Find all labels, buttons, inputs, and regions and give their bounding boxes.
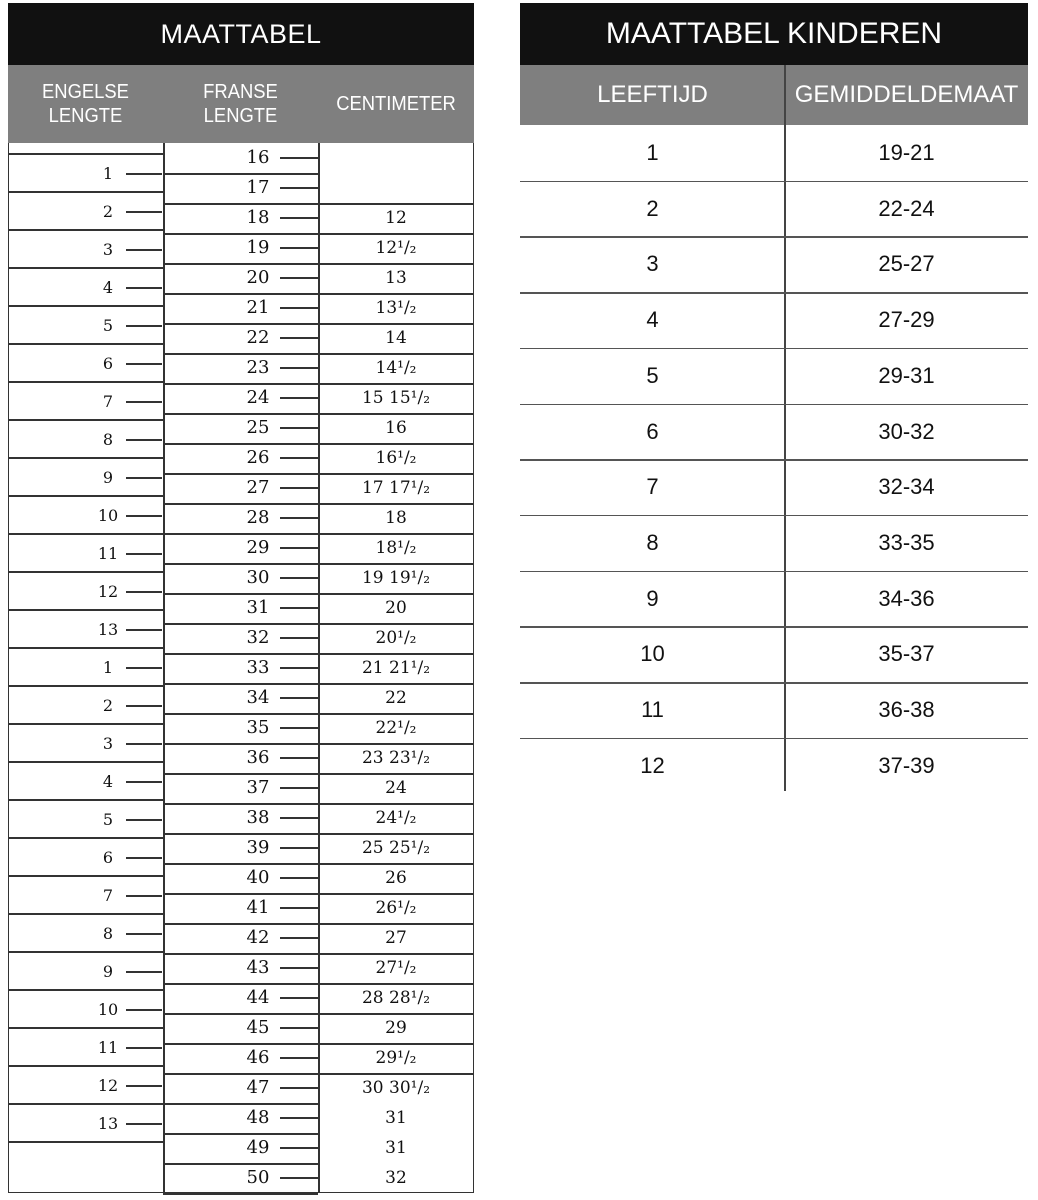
engelse-maat: 4 xyxy=(102,278,114,297)
row-line xyxy=(163,233,318,235)
row-line xyxy=(163,773,318,775)
tick-mark xyxy=(126,971,162,973)
tick-mark xyxy=(280,817,318,819)
leeftijd-cell: 9 xyxy=(646,585,659,611)
centimeter-maat: 18 xyxy=(385,508,407,528)
engelse-maat: 3 xyxy=(102,240,114,259)
row-line xyxy=(318,1073,474,1075)
row-line xyxy=(318,683,474,685)
row-line xyxy=(163,353,318,355)
engelse-maat: 7 xyxy=(102,886,114,905)
gemiddelde-maat-cell: 34-36 xyxy=(878,585,935,611)
column-divider xyxy=(163,143,165,1193)
centimeter-maat: 27¹/₂ xyxy=(375,958,417,978)
tick-mark xyxy=(280,607,318,609)
franse-maat: 24 xyxy=(246,387,270,408)
gemiddelde-maat-cell: 19-21 xyxy=(878,140,935,165)
tick-mark xyxy=(280,187,318,189)
row-line xyxy=(8,1141,163,1143)
row-line xyxy=(318,503,474,505)
tick-mark xyxy=(126,1009,162,1011)
row-line xyxy=(8,1065,163,1067)
tick-mark xyxy=(280,847,318,849)
franse-maat: 39 xyxy=(246,837,270,858)
centimeter-maat: 14¹/₂ xyxy=(375,358,417,378)
franse-maat: 45 xyxy=(246,1017,270,1038)
tick-mark xyxy=(280,1087,318,1089)
row-line xyxy=(318,263,474,265)
centimeter-maat: 18¹/₂ xyxy=(375,538,417,558)
centimeter-maat: 28 28¹/₂ xyxy=(361,988,431,1008)
row-line xyxy=(163,563,318,565)
row-line xyxy=(8,913,163,915)
row-line xyxy=(163,1043,318,1045)
tick-mark xyxy=(280,487,318,489)
tick-mark xyxy=(126,249,162,251)
tick-mark xyxy=(280,1147,318,1149)
gemiddelde-maat-cell: 30-32 xyxy=(878,418,935,444)
centimeter-maat: 31 xyxy=(385,1138,407,1158)
row-line xyxy=(318,713,474,715)
row-line xyxy=(163,743,318,745)
row-line xyxy=(8,761,163,763)
franse-maat: 22 xyxy=(246,327,270,348)
tick-mark xyxy=(126,781,162,783)
column-header-leeftijd: LEEFTIJD xyxy=(597,81,708,108)
row-line xyxy=(318,593,474,595)
tick-mark xyxy=(280,247,318,249)
row-line xyxy=(163,1163,318,1165)
gemiddelde-maat-cell: 27-29 xyxy=(878,307,935,333)
row-line xyxy=(163,623,318,625)
row-line xyxy=(163,953,318,955)
tick-mark xyxy=(126,591,162,593)
tick-mark xyxy=(126,1123,162,1125)
tick-mark xyxy=(126,439,162,441)
engelse-maat: 2 xyxy=(102,696,114,715)
tick-mark xyxy=(126,515,162,517)
centimeter-maat: 29¹/₂ xyxy=(375,1048,417,1068)
engelse-maat: 10 xyxy=(97,506,119,525)
tick-mark xyxy=(280,667,318,669)
franse-maat: 49 xyxy=(246,1137,270,1158)
row-line xyxy=(8,647,163,649)
row-line xyxy=(8,495,163,497)
row-line xyxy=(163,713,318,715)
tick-mark xyxy=(280,907,318,909)
row-line xyxy=(163,263,318,265)
row-line xyxy=(318,443,474,445)
leeftijd-cell: 8 xyxy=(646,529,659,555)
engelse-maat: 13 xyxy=(97,1114,119,1133)
row-line xyxy=(163,893,318,895)
engelse-maat: 6 xyxy=(102,848,114,867)
row-line xyxy=(163,593,318,595)
leeftijd-cell: 11 xyxy=(641,697,664,722)
tick-mark xyxy=(126,173,162,175)
tick-mark xyxy=(280,937,318,939)
franse-maat: 34 xyxy=(246,687,270,708)
row-line xyxy=(163,413,318,415)
gemiddelde-maat-cell: 22-24 xyxy=(878,195,935,221)
centimeter-maat: 14 xyxy=(385,328,407,348)
gemiddelde-maat-cell: 32-34 xyxy=(878,474,935,500)
tick-mark xyxy=(126,211,162,213)
row-line xyxy=(318,203,474,205)
row-line xyxy=(8,153,163,155)
franse-maat: 20 xyxy=(246,267,270,288)
centimeter-maat: 31 xyxy=(385,1108,407,1128)
franse-maat: 37 xyxy=(246,777,270,798)
franse-maat: 44 xyxy=(246,987,270,1008)
engelse-maat: 10 xyxy=(97,1000,119,1019)
tick-mark xyxy=(280,577,318,579)
row-line xyxy=(318,293,474,295)
gemiddelde-maat-cell: 29-31 xyxy=(878,362,935,388)
row-line xyxy=(163,173,318,175)
row-line xyxy=(318,233,474,235)
franse-maat: 33 xyxy=(246,657,270,678)
kids-chart-title: MAATTABEL KINDEREN xyxy=(520,3,1028,65)
row-line xyxy=(318,563,474,565)
centimeter-maat: 13 xyxy=(385,268,407,288)
tick-mark xyxy=(126,629,162,631)
centimeter-maat: 32 xyxy=(385,1168,407,1188)
franse-maat: 48 xyxy=(246,1107,270,1128)
row-line xyxy=(8,723,163,725)
row-line xyxy=(318,743,474,745)
row-line xyxy=(163,653,318,655)
size-chart-adults xyxy=(8,3,474,1193)
leeftijd-cell: 1 xyxy=(646,140,659,165)
leeftijd-cell: 12 xyxy=(640,752,665,778)
tick-mark xyxy=(126,363,162,365)
engelse-maat: 11 xyxy=(97,544,119,563)
centimeter-maat: 25 25¹/₂ xyxy=(361,838,431,858)
gemiddelde-maat-cell: 35-37 xyxy=(878,641,935,667)
gemiddelde-maat-cell: 36-38 xyxy=(878,697,935,722)
leeftijd-cell: 2 xyxy=(646,195,659,221)
row-line xyxy=(318,863,474,865)
row-line xyxy=(8,685,163,687)
row-line xyxy=(163,683,318,685)
engelse-maat: 8 xyxy=(102,924,114,943)
tick-mark xyxy=(280,337,318,339)
row-line xyxy=(318,473,474,475)
engelse-maat: 8 xyxy=(102,430,114,449)
centimeter-maat: 20¹/₂ xyxy=(375,628,417,648)
engelse-maat: 6 xyxy=(102,354,114,373)
franse-maat: 47 xyxy=(246,1077,270,1098)
tick-mark xyxy=(280,157,318,159)
row-line xyxy=(8,457,163,459)
row-line xyxy=(163,1103,318,1105)
tick-mark xyxy=(280,697,318,699)
franse-maat: 36 xyxy=(246,747,270,768)
franse-maat: 25 xyxy=(246,417,270,438)
tick-mark xyxy=(126,1085,162,1087)
gemiddelde-maat-cell: 25-27 xyxy=(878,251,935,277)
row-line xyxy=(163,1013,318,1015)
centimeter-maat: 23 23¹/₂ xyxy=(361,748,431,768)
franse-maat: 40 xyxy=(246,867,270,888)
centimeter-maat: 21 21¹/₂ xyxy=(361,658,431,678)
centimeter-maat: 17 17¹/₂ xyxy=(361,478,431,498)
centimeter-maat: 12¹/₂ xyxy=(375,238,417,258)
franse-maat: 38 xyxy=(246,807,270,828)
tick-mark xyxy=(126,287,162,289)
row-line xyxy=(318,353,474,355)
tick-mark xyxy=(126,933,162,935)
row-line xyxy=(318,533,474,535)
franse-maat: 16 xyxy=(246,147,270,168)
row-line xyxy=(8,305,163,307)
franse-maat: 30 xyxy=(246,567,270,588)
row-line xyxy=(163,323,318,325)
engelse-maat: 12 xyxy=(97,1076,119,1095)
centimeter-maat: 26¹/₂ xyxy=(375,898,417,918)
centimeter-maat: 27 xyxy=(385,928,407,948)
column-header-engelse-lengte: ENGELSE LENGTE xyxy=(42,81,129,127)
row-line xyxy=(163,863,318,865)
tick-mark xyxy=(280,997,318,999)
franse-maat: 28 xyxy=(246,507,270,528)
franse-maat: 17 xyxy=(246,177,270,198)
row-line xyxy=(8,191,163,193)
row-line xyxy=(8,989,163,991)
centimeter-maat: 22 xyxy=(385,688,407,708)
tick-mark xyxy=(126,553,162,555)
tick-mark xyxy=(126,477,162,479)
franse-maat: 19 xyxy=(246,237,270,258)
row-line xyxy=(318,623,474,625)
row-line xyxy=(318,653,474,655)
tick-mark xyxy=(126,743,162,745)
row-line xyxy=(163,473,318,475)
row-line xyxy=(318,1013,474,1015)
row-line xyxy=(8,837,163,839)
row-line xyxy=(163,293,318,295)
franse-maat: 50 xyxy=(246,1167,270,1188)
centimeter-maat: 15 15¹/₂ xyxy=(361,388,431,408)
row-line xyxy=(8,343,163,345)
franse-maat: 29 xyxy=(246,537,270,558)
row-line xyxy=(8,875,163,877)
franse-maat: 31 xyxy=(246,597,270,618)
tick-mark xyxy=(280,517,318,519)
row-line xyxy=(163,803,318,805)
row-line xyxy=(163,923,318,925)
engelse-maat: 1 xyxy=(102,658,114,677)
engelse-maat: 12 xyxy=(97,582,119,601)
centimeter-maat: 29 xyxy=(385,1018,407,1038)
column-header-centimeter: CENTIMETER xyxy=(336,93,456,115)
leeftijd-cell: 10 xyxy=(640,641,665,667)
centimeter-maat: 24¹/₂ xyxy=(375,808,417,828)
franse-maat: 21 xyxy=(246,297,270,318)
engelse-maat: 5 xyxy=(102,316,114,335)
row-line xyxy=(318,383,474,385)
row-line xyxy=(163,1193,318,1195)
tick-mark xyxy=(280,1117,318,1119)
tick-mark xyxy=(126,705,162,707)
franse-maat: 46 xyxy=(246,1047,270,1068)
row-line xyxy=(8,381,163,383)
row-line xyxy=(163,503,318,505)
row-line xyxy=(163,203,318,205)
tick-mark xyxy=(280,637,318,639)
row-line xyxy=(318,923,474,925)
size-chart-kids xyxy=(520,3,1028,793)
tick-mark xyxy=(126,325,162,327)
franse-maat: 26 xyxy=(246,447,270,468)
row-line xyxy=(8,951,163,953)
tick-mark xyxy=(280,727,318,729)
row-line xyxy=(163,833,318,835)
centimeter-maat: 24 xyxy=(385,778,407,798)
centimeter-maat: 19 19¹/₂ xyxy=(361,568,431,588)
tick-mark xyxy=(280,1177,318,1179)
centimeter-maat: 30 30¹/₂ xyxy=(361,1078,431,1098)
row-line xyxy=(318,983,474,985)
centimeter-maat: 20 xyxy=(385,598,407,618)
tick-mark xyxy=(280,757,318,759)
tick-mark xyxy=(280,1057,318,1059)
row-line xyxy=(163,383,318,385)
leeftijd-cell: 6 xyxy=(646,418,659,444)
row-line xyxy=(163,533,318,535)
row-line xyxy=(318,1043,474,1045)
tick-mark xyxy=(280,367,318,369)
row-line xyxy=(318,803,474,805)
row-line xyxy=(163,983,318,985)
franse-maat: 35 xyxy=(246,717,270,738)
tick-mark xyxy=(126,857,162,859)
gemiddelde-maat-cell: 37-39 xyxy=(878,752,935,778)
tick-mark xyxy=(280,217,318,219)
row-line xyxy=(8,609,163,611)
row-line xyxy=(163,1073,318,1075)
row-line xyxy=(318,833,474,835)
centimeter-maat: 22¹/₂ xyxy=(375,718,417,738)
engelse-maat: 1 xyxy=(102,164,114,183)
leeftijd-cell: 3 xyxy=(646,251,659,277)
engelse-maat: 2 xyxy=(102,202,114,221)
row-line xyxy=(8,419,163,421)
centimeter-maat: 16 xyxy=(385,418,407,438)
tick-mark xyxy=(126,819,162,821)
tick-mark xyxy=(280,1027,318,1029)
row-line xyxy=(8,267,163,269)
tick-mark xyxy=(126,1047,162,1049)
franse-maat: 42 xyxy=(246,927,270,948)
tick-mark xyxy=(280,427,318,429)
gemiddelde-maat-cell: 33-35 xyxy=(878,529,935,555)
row-line xyxy=(318,773,474,775)
engelse-maat: 11 xyxy=(97,1038,119,1057)
franse-maat: 27 xyxy=(246,477,270,498)
leeftijd-cell: 5 xyxy=(646,362,659,388)
franse-maat: 32 xyxy=(246,627,270,648)
row-line xyxy=(318,953,474,955)
engelse-maat: 4 xyxy=(102,772,114,791)
engelse-maat: 5 xyxy=(102,810,114,829)
row-line xyxy=(8,533,163,535)
tick-mark xyxy=(280,397,318,399)
tick-mark xyxy=(280,787,318,789)
row-line xyxy=(8,1027,163,1029)
centimeter-maat: 16¹/₂ xyxy=(375,448,417,468)
tick-mark xyxy=(280,877,318,879)
chart-title: MAATTABEL xyxy=(8,3,474,65)
row-line xyxy=(8,571,163,573)
centimeter-maat: 26 xyxy=(385,868,407,888)
row-line xyxy=(318,413,474,415)
row-line xyxy=(8,1103,163,1105)
row-line xyxy=(318,893,474,895)
engelse-maat: 13 xyxy=(97,620,119,639)
tick-mark xyxy=(280,967,318,969)
tick-mark xyxy=(126,401,162,403)
franse-maat: 43 xyxy=(246,957,270,978)
row-line xyxy=(163,1133,318,1135)
leeftijd-cell: 7 xyxy=(646,474,659,500)
column-header-franse-lengte: FRANSE LENGTE xyxy=(203,81,278,127)
row-line xyxy=(318,323,474,325)
leeftijd-cell: 4 xyxy=(646,307,659,333)
tick-mark xyxy=(126,895,162,897)
engelse-maat: 7 xyxy=(102,392,114,411)
tick-mark xyxy=(280,547,318,549)
row-line xyxy=(8,799,163,801)
row-line xyxy=(8,229,163,231)
engelse-maat: 3 xyxy=(102,734,114,753)
row-line xyxy=(163,443,318,445)
centimeter-maat: 13¹/₂ xyxy=(375,298,417,318)
franse-maat: 41 xyxy=(246,897,270,918)
tick-mark xyxy=(280,457,318,459)
franse-maat: 23 xyxy=(246,357,270,378)
tick-mark xyxy=(280,277,318,279)
franse-maat: 18 xyxy=(246,207,270,228)
engelse-maat: 9 xyxy=(102,468,114,487)
tick-mark xyxy=(126,667,162,669)
tick-mark xyxy=(280,307,318,309)
centimeter-maat: 12 xyxy=(385,208,407,228)
engelse-maat: 9 xyxy=(102,962,114,981)
column-header-gemiddelde-maat: GEMIDDELDEMAAT xyxy=(794,81,1019,108)
